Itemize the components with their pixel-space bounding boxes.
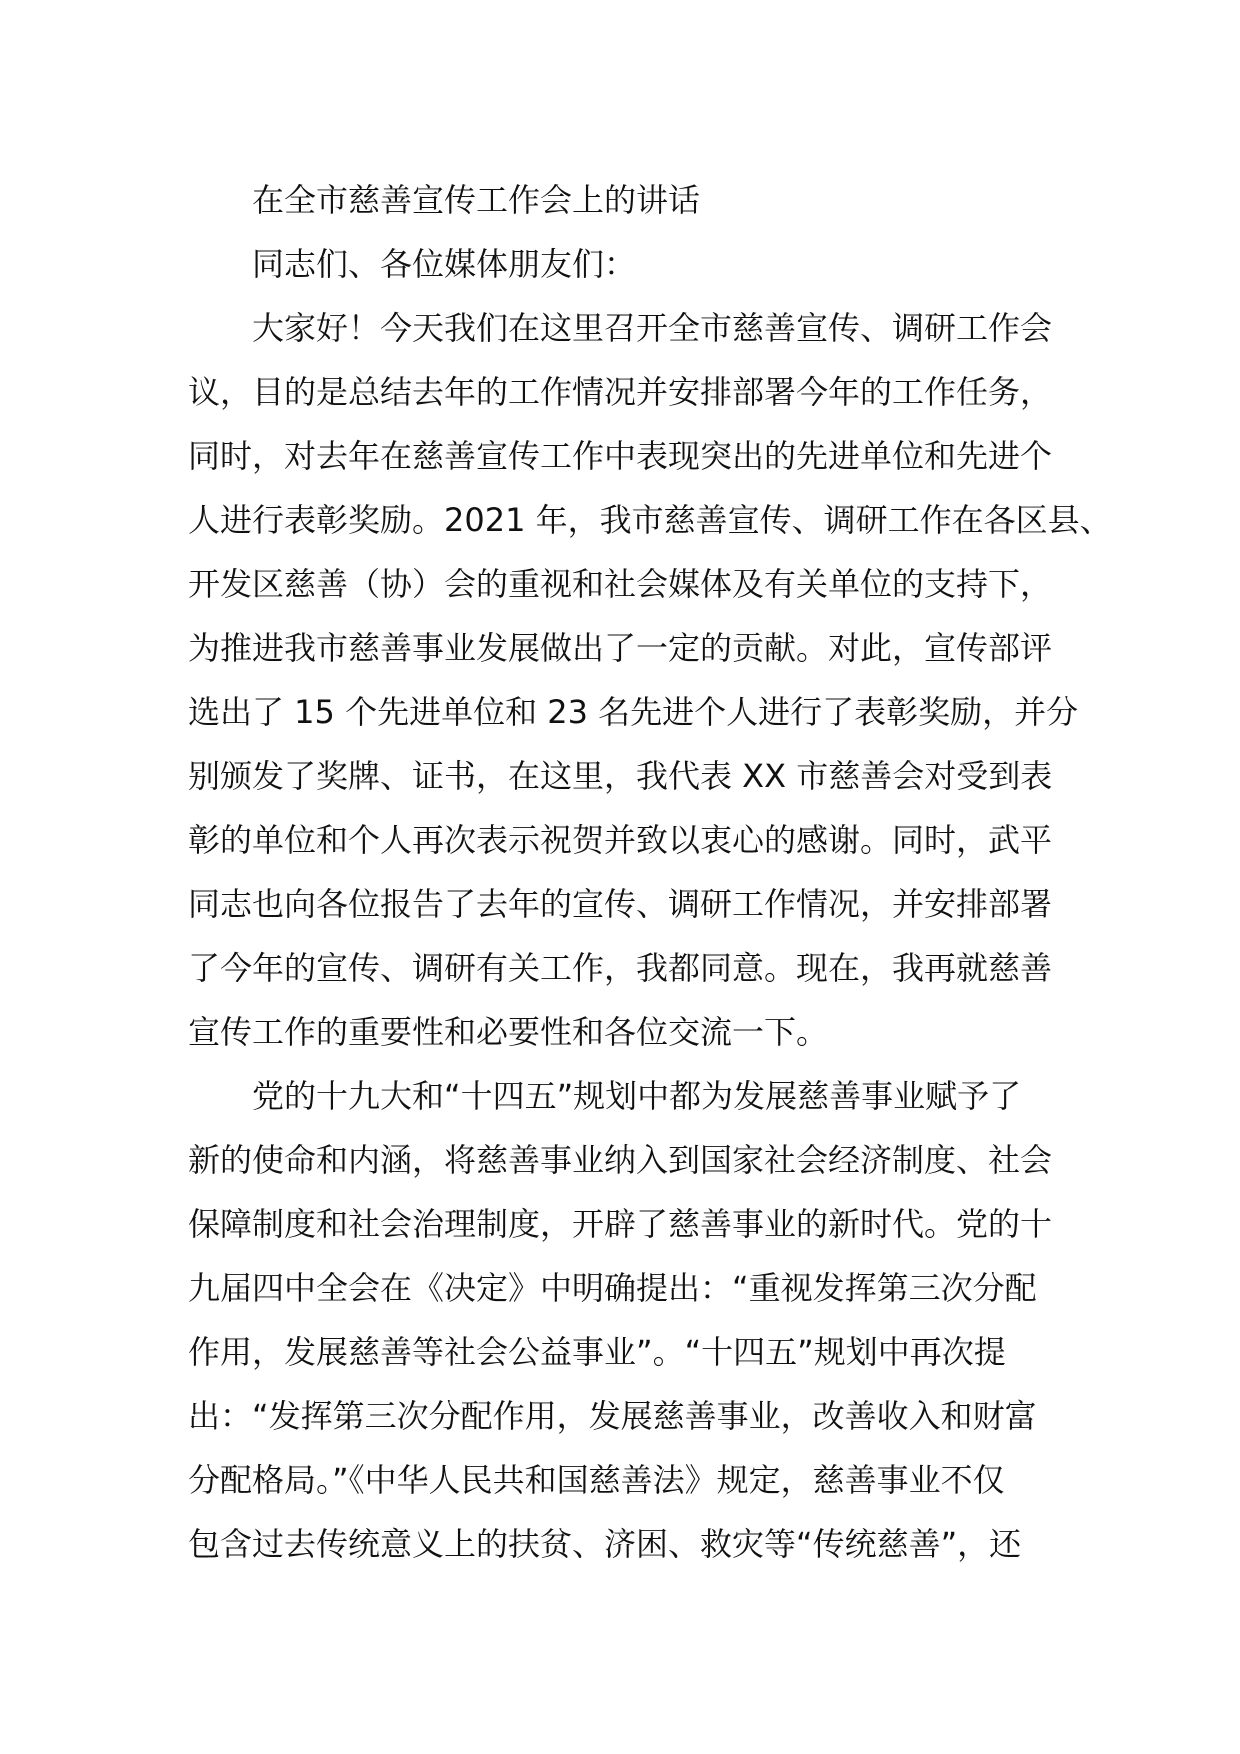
document-title: 在全市慈善宣传工作会上的讲话 xyxy=(252,181,701,219)
paragraph-line: 人进行表彰奖励。2021 年，我市慈善宣传、调研工作在各区县、 xyxy=(188,501,1112,539)
paragraph-line: 新的使命和内涵，将慈善事业纳入到国家社会经济制度、社会 xyxy=(188,1141,1053,1179)
paragraph-line: 作用，发展慈善等社会公益事业”。“十四五”规划中再次提 xyxy=(188,1333,1006,1371)
paragraph-line: 同时，对去年在慈善宣传工作中表现突出的先进单位和先进个 xyxy=(188,437,1053,475)
paragraph-line: 为推进我市慈善事业发展做出了一定的贡献。对此，宣传部评 xyxy=(188,629,1053,667)
salutation: 同志们、各位媒体朋友们： xyxy=(252,245,637,283)
paragraph-line: 开发区慈善（协）会的重视和社会媒体及有关单位的支持下， xyxy=(188,565,1053,603)
paragraph-1 xyxy=(188,296,1112,1064)
paragraph-line: 别颁发了奖牌、证书，在这里，我代表 XX 市慈善会对受到表 xyxy=(188,757,1053,795)
paragraph-line: 彰的单位和个人再次表示祝贺并致以衷心的感谢。同时，武平 xyxy=(188,821,1053,859)
document-body xyxy=(188,168,1112,1576)
paragraph-line: 包含过去传统意义上的扶贫、济困、救灾等“传统慈善”，还 xyxy=(188,1525,1022,1563)
paragraph-line: 同志也向各位报告了去年的宣传、调研工作情况，并安排部署 xyxy=(188,885,1053,923)
paragraph-line: 大家好！今天我们在这里召开全市慈善宣传、调研工作会 xyxy=(252,309,1053,347)
paragraph-line: 选出了 15 个先进单位和 23 名先进个人进行了表彰奖励，并分 xyxy=(188,693,1079,731)
paragraph-line: 议，目的是总结去年的工作情况并安排部署今年的工作任务， xyxy=(188,373,1053,411)
paragraph-line: 九届四中全会在《决定》中明确提出：“重视发挥第三次分配 xyxy=(188,1269,1037,1307)
paragraph-line: 保障制度和社会治理制度，开辟了慈善事业的新时代。党的十 xyxy=(188,1205,1053,1243)
paragraph-line: 分配格局。”《中华人民共和国慈善法》规定，慈善事业不仅 xyxy=(188,1461,1005,1499)
paragraph-2 xyxy=(188,1064,1058,1576)
paragraph-line: 了今年的宣传、调研有关工作，我都同意。现在，我再就慈善 xyxy=(188,949,1053,987)
paragraph-line: 党的十九大和“十四五”规划中都为发展慈善事业赋予了 xyxy=(252,1077,1022,1115)
paragraph-line: 宣传工作的重要性和必要性和各位交流一下。 xyxy=(188,1013,829,1051)
paragraph-line: 出：“发挥第三次分配作用，发展慈善事业，改善收入和财富 xyxy=(188,1397,1037,1435)
